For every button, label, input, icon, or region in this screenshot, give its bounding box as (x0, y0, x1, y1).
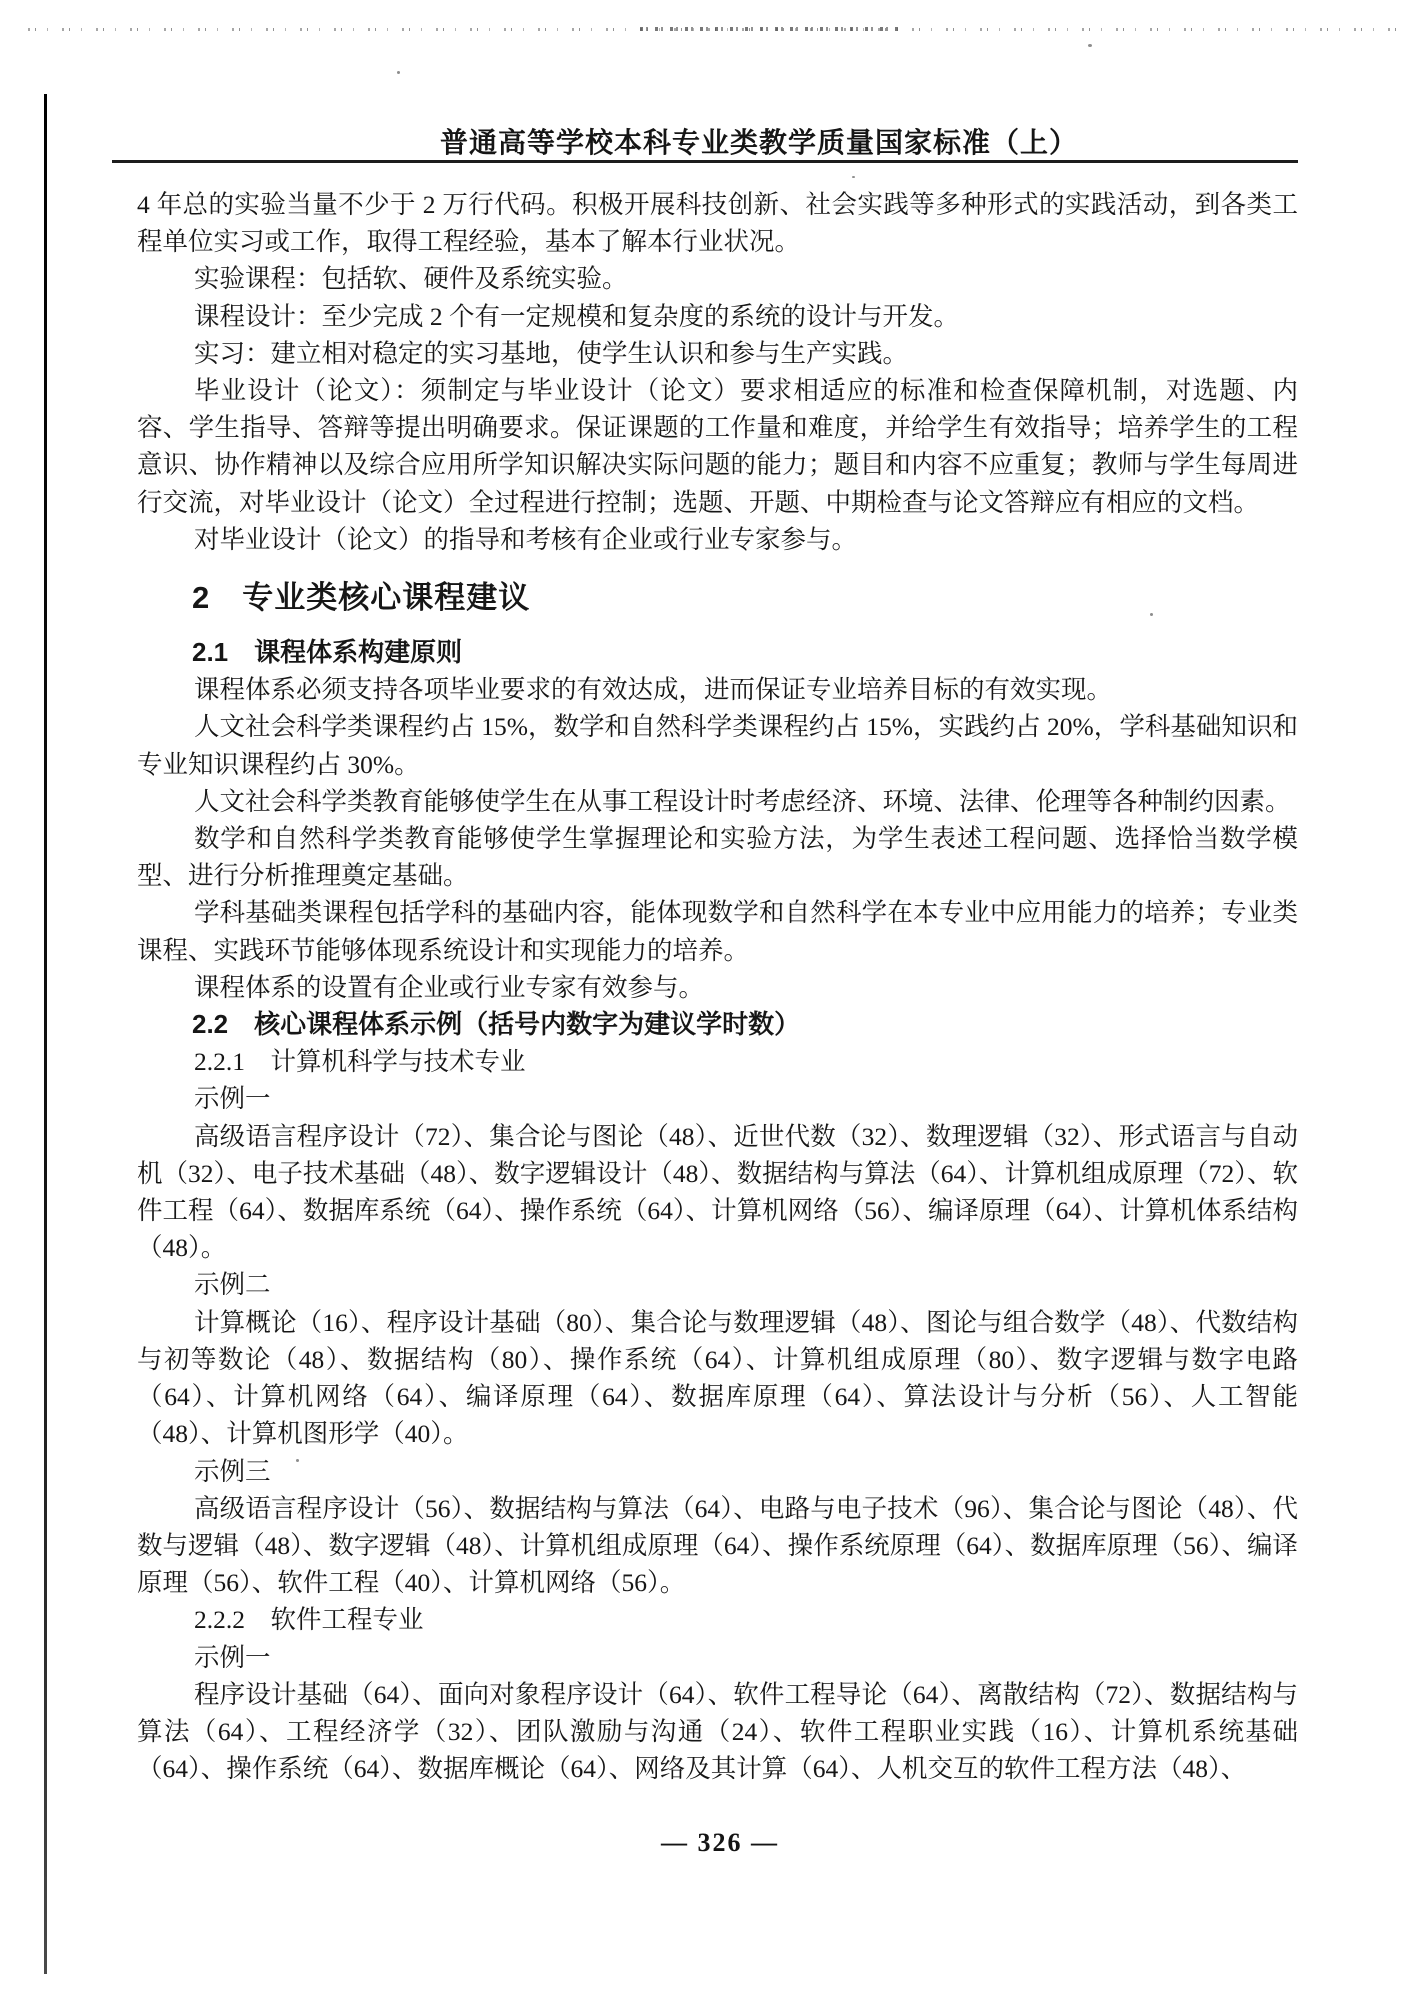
section-heading: 2.2 核心课程体系示例（括号内数字为建议学时数） (192, 1009, 801, 1040)
paragraph: 毕业设计（论文）：须制定与毕业设计（论文）要求相适应的标准和检查保障机制，对选题、内容、学生指导、答辩等提出明确要求。保证课题的工作量和难度，并给学生有效指导；培养学生的工程意识、协作精神以及综合应用所学知识解决实际问题的能力；题目和内容不应重复；教师与学生每周进行交流，对毕业设计（论文）全过程进行控制；选题、开题、中期检查与论文答辩应有相应的文档。 (137, 376, 1298, 517)
paragraph: 课程设计：至少完成 2 个有一定规模和复杂度的系统的设计与开发。 (194, 301, 960, 331)
scan-speck (1088, 44, 1092, 47)
page-number: — 326 — (661, 1828, 779, 1857)
paragraph: 人文社会科学类教育能够使学生在从事工程设计时考虑经济、环境、法律、伦理等各种制约因素。 (194, 786, 1291, 816)
continuation: 4 年总的实验当量不少于 2 万行代码。积极开展科技创新、社会实践等多种形式的实践活动，到各类工程单位实习或工作，取得工程经验，基本了解本行业状况。 (137, 190, 1298, 257)
scan-gutter-line (44, 94, 47, 1974)
paragraph: 学科基础类课程包括学科的基础内容，能体现数学和自然科学在本专业中应用能力的培养；专业类课程、实践环节能够体现系统设计和实现能力的培养。 (137, 898, 1298, 965)
header-rule (112, 160, 1298, 163)
paragraph: 课程体系必须支持各项毕业要求的有效达成，进而保证专业培养目标的有效实现。 (194, 675, 1113, 705)
paragraph: 人文社会科学类课程约占 15%，数学和自然科学类课程约占 15%，实践约占 20%，学科基础知识和专业知识课程约占 30%。 (137, 712, 1298, 779)
scan-noise-dashes (640, 27, 900, 31)
paragraph: 示例一 (194, 1642, 271, 1672)
section-heading: 2.1 课程体系构建原则 (192, 637, 463, 668)
paragraph: 示例三 (194, 1456, 271, 1486)
scan-speck (852, 176, 855, 178)
subsection-heading: 2.2.2 软件工程专业 (194, 1605, 424, 1635)
paragraph: 计算概论（16）、程序设计基础（80）、集合论与数理逻辑（48）、图论与组合数学（48）、代数结构与初等数论（48）、数据结构（80）、操作系统（64）、计算机组成原理（80）、数字逻辑与数字电路（64）、计算机网络（64）、编译原理（64）、数据库原理（64）、算法设计与分析（56）、人工智能（48）、计算机图形学（40）。 (137, 1307, 1298, 1449)
paragraph: 示例二 (194, 1270, 271, 1300)
paragraph: 课程体系的设置有企业或行业专家有效参与。 (194, 972, 705, 1002)
paragraph: 实验课程：包括软、硬件及系统实验。 (194, 264, 628, 294)
paragraph: 实习：建立相对稳定的实习基地，使学生认识和参与生产实践。 (194, 338, 909, 368)
paragraph: 对毕业设计（论文）的指导和考核有企业或行业专家参与。 (194, 524, 858, 554)
paragraph: 高级语言程序设计（56）、数据结构与算法（64）、电路与电子技术（96）、集合论与图论（48）、代数与逻辑（48）、数字逻辑（48）、计算机组成原理（64）、操作系统原理（64）、数据库原理（56）、编译原理（56）、软件工程（40）、计算机网络（56）。 (137, 1493, 1298, 1598)
running-header-title: 普通高等学校本科专业类教学质量国家标准（上） (440, 128, 1079, 159)
chapter-heading: 2 专业类核心课程建议 (192, 580, 531, 616)
paragraph: 高级语言程序设计（72）、集合论与图论（48）、近世代数（32）、数理逻辑（32）、形式语言与自动机（32）、电子技术基础（48）、数字逻辑设计（48）、数据结构与算法（64）、计算机组成原理（72）、软件工程（64）、数据库系统（64）、操作系统（64）、计算机网络（56）、编译原理（64）、计算机体系结构（48）。 (137, 1121, 1298, 1263)
paragraph: 程序设计基础（64）、面向对象程序设计（64）、软件工程导论（64）、离散结构（72）、数据结构与算法（64）、工程经济学（32）、团队激励与沟通（24）、软件工程职业实践（16）、计算机系统基础（64）、操作系统（64）、数据库概论（64）、网络及其计算（64）、人机交互的软件工程方法（48）、 (137, 1679, 1298, 1784)
paragraph: 数学和自然科学类教育能够使学生掌握理论和实验方法，为学生表述工程问题、选择恰当数学模型、进行分析推理奠定基础。 (137, 824, 1298, 891)
document-body (137, 186, 1298, 1787)
scan-speck (397, 71, 400, 74)
subsection-heading: 2.2.1 计算机科学与技术专业 (194, 1047, 526, 1077)
paragraph: 示例一 (194, 1084, 271, 1114)
